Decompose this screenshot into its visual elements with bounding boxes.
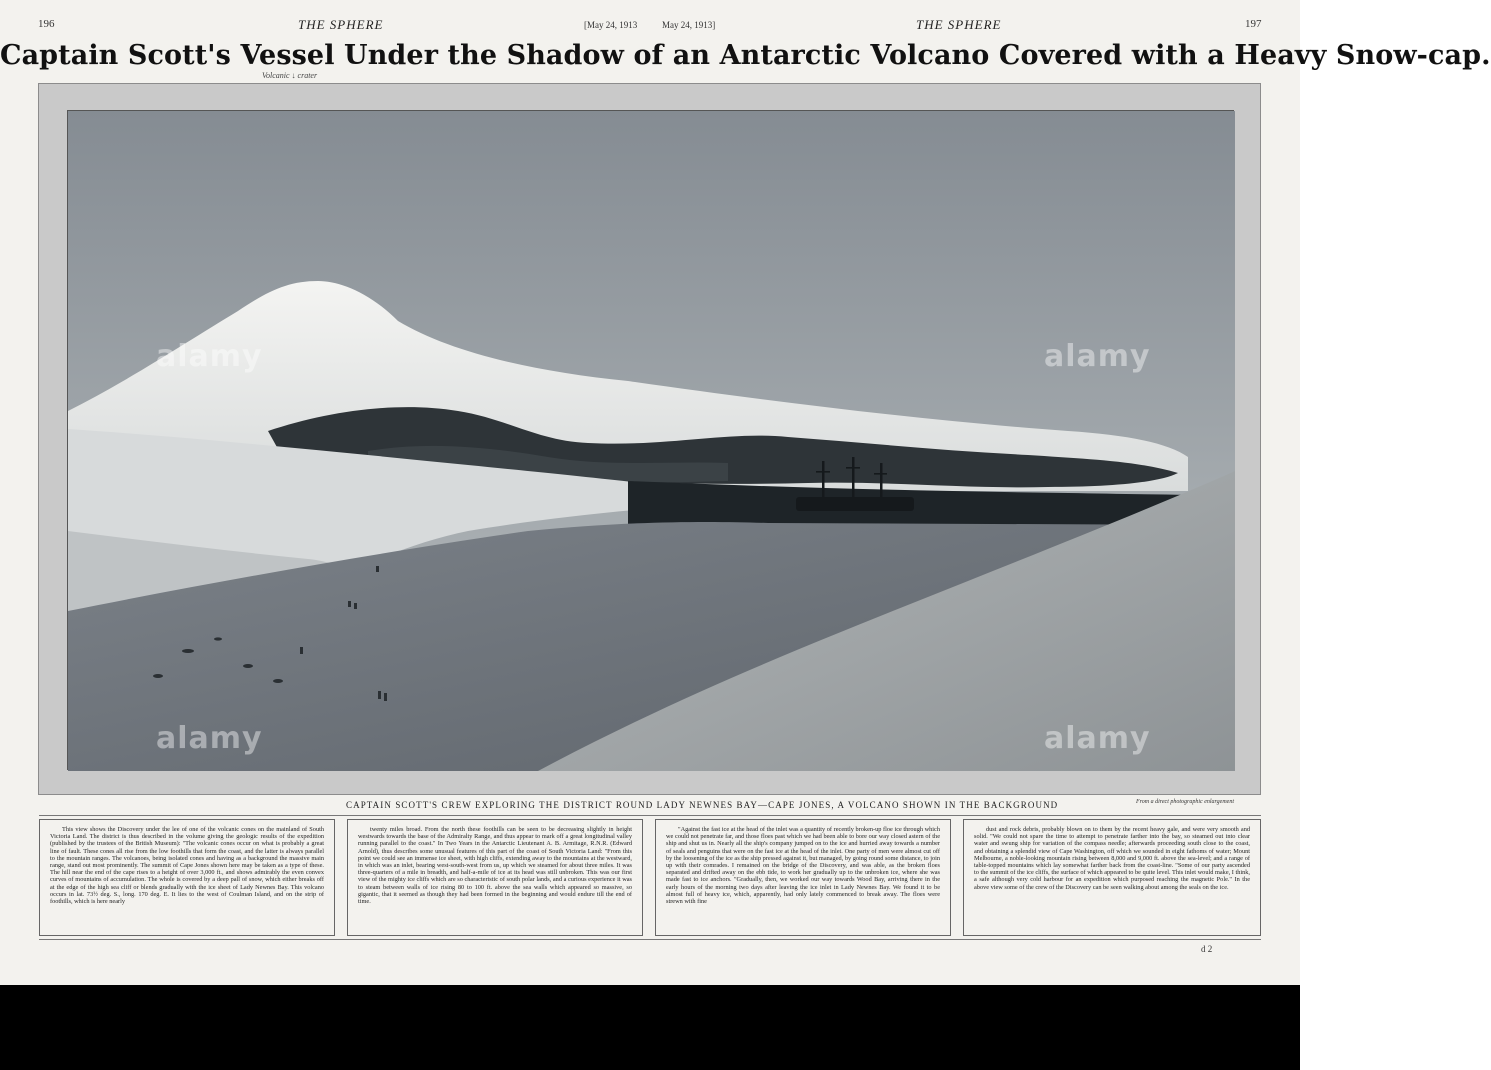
watermark: alamy	[1044, 339, 1151, 374]
article-columns	[39, 815, 1261, 940]
article-column-1	[39, 819, 335, 936]
column-text: This view shows the Discovery under the lee of one of the volcanic cones on the mainland of South Victoria Land. The district is thus described in the volume giving the geologic results of the expedition (published by the trustees of the British Museum): "The volcanic cones occur on what is probably a great line of fault. These cones all rise from the low foothills that form the coast, and the latter is always parallel to the mountain ranges. The volcanoes, being isolated cones and having as a background the massive main range, stand out most prominently. The summit of Cape Jones shown here may be taken as a type of these. The hill near the end of the cape rises to a height of over 3,000 ft., and shows admirably the even convex curves of mountains of accumulation. The whole is covered by a deep pall of snow, which either breaks off at the edge of the high sea cliff or blends gradually with the ice sheet of Lady Newnes Bay. This volcano occurs in lat. 73½ deg. S., long. 170 deg. E. It lies to the west of Coulman Island, and on the strip of foothills, which is here nearly	[50, 826, 324, 906]
antarctic-photograph	[67, 110, 1234, 770]
watermark: alamy	[156, 721, 263, 756]
article-column-4	[963, 819, 1261, 936]
photo-frame	[38, 83, 1261, 795]
right-issue-date: May 24, 1913]	[662, 20, 716, 30]
column-text: twenty miles broad. From the north these foothills can be seen to be decreasing slightly in height westwards towards the base of the Admiralty Range, and thus appear to mark off a great longitudinal valley running parallel to the coast." In Two Years in the Antarctic Lieutenant A. B. Armitage, R.N.R. (Edward Arnold), thus describes some unusual features of this part of the coast of South Victoria Land: "From this point we could see an immense ice sheet, with high cliffs, extending away to the mountains at the westward, in which was an inlet, bearing west-south-west from us, up which we steamed for about three miles. It was three-quarters of a mile in breadth, and half-a-mile of ice at its head was still unbroken. This was our first view of the mighty ice cliffs which are so characteristic of south polar lands, and a curious experience it was to steam between walls of ice rising 80 to 100 ft. above the sea walls which appeared so massive, so gigantic, that it seemed as though they had been formed in the beginning and would endure till the end of time.	[358, 826, 632, 906]
column-text: dust and rock debris, probably blown on to them by the recent heavy gale, and were very smooth and solid. "We could not spare the time to attempt to penetrate farther into the bay, so steamed out into clear water and swung ship for variation of the compass needle; afterwards proceeding south close to the coast, and obtaining a splendid view of Cape Washington, off which we sounded in eight fathoms of water; Mount Melbourne, a noble-looking mountain rising between 8,000 and 9,000 ft. above the sea-level; and a range of table-topped mountains which lay somewhat farther back from the coast-line. "Some of our party ascended to the summit of the ice cliffs, the surface of which appeared to be quite level. This inlet would make, I think, a safe although very cold harbour for an expedition which purposed reaching the magnetic Pole." In the above view some of the crew of the Discovery can be seen walking about among the seals on the ice.	[974, 826, 1250, 891]
watermark: alamy	[156, 339, 263, 374]
left-issue-date: [May 24, 1913	[584, 20, 638, 30]
left-masthead: THE SPHERE	[298, 17, 384, 32]
column-text: "Against the fast ice at the head of the inlet was a quantity of recently broken-up floe ice through which we could not penetrate far, and those floes past which we had been able to bore our way closed astern of the ship and shut us in. Nearly all the ship's company jumped on to the ice and hurried away towards a number of seals and penguins that were on the fast ice at the head of the inlet. One party of men were almost cut off by the loosening of the ice as the ship pressed against it, but managed, by going round some distance, to join up with their comrades. I remained on the bridge of the Discovery, and was able, as the broken floes separated and drifted away on the ebb tide, to work her gradually up to the unbroken ice, where she was made fast to ice anchors. "Gradually, then, we worked our way towards Wood Bay, arriving there in the early hours of the morning two days after leaving the ice inlet in Lady Newnes Bay. We found it to be almost full of heavy ice, which, apparently, had only lately commenced to break away. The floes were strewn with fine	[666, 826, 940, 906]
signature-mark: d 2	[1201, 944, 1213, 954]
photo-caption: CAPTAIN SCOTT'S CREW EXPLORING THE DISTRICT ROUND LADY NEWNES BAY—CAPE JONES, A VOLCANO SHOWN IN THE BACKGROUND	[346, 800, 1059, 810]
article-column-3	[655, 819, 951, 936]
article-column-2	[347, 819, 643, 936]
stock-footer-bar	[0, 985, 1300, 1070]
photo-annotation: Volcanic ↓ crater	[262, 71, 318, 80]
right-page-number: 197	[1245, 18, 1262, 30]
left-page-number: 196	[38, 18, 55, 30]
photo-credit: From a direct photographic enlargement	[1136, 799, 1234, 805]
page-headline: Captain Scott's Vessel Under the Shadow of an Antarctic Volcano Covered with a Heavy Snow-cap.	[0, 40, 1491, 71]
right-masthead: THE SPHERE	[916, 17, 1002, 32]
watermark: alamy	[1044, 721, 1151, 756]
photo-illustration	[68, 111, 1235, 771]
